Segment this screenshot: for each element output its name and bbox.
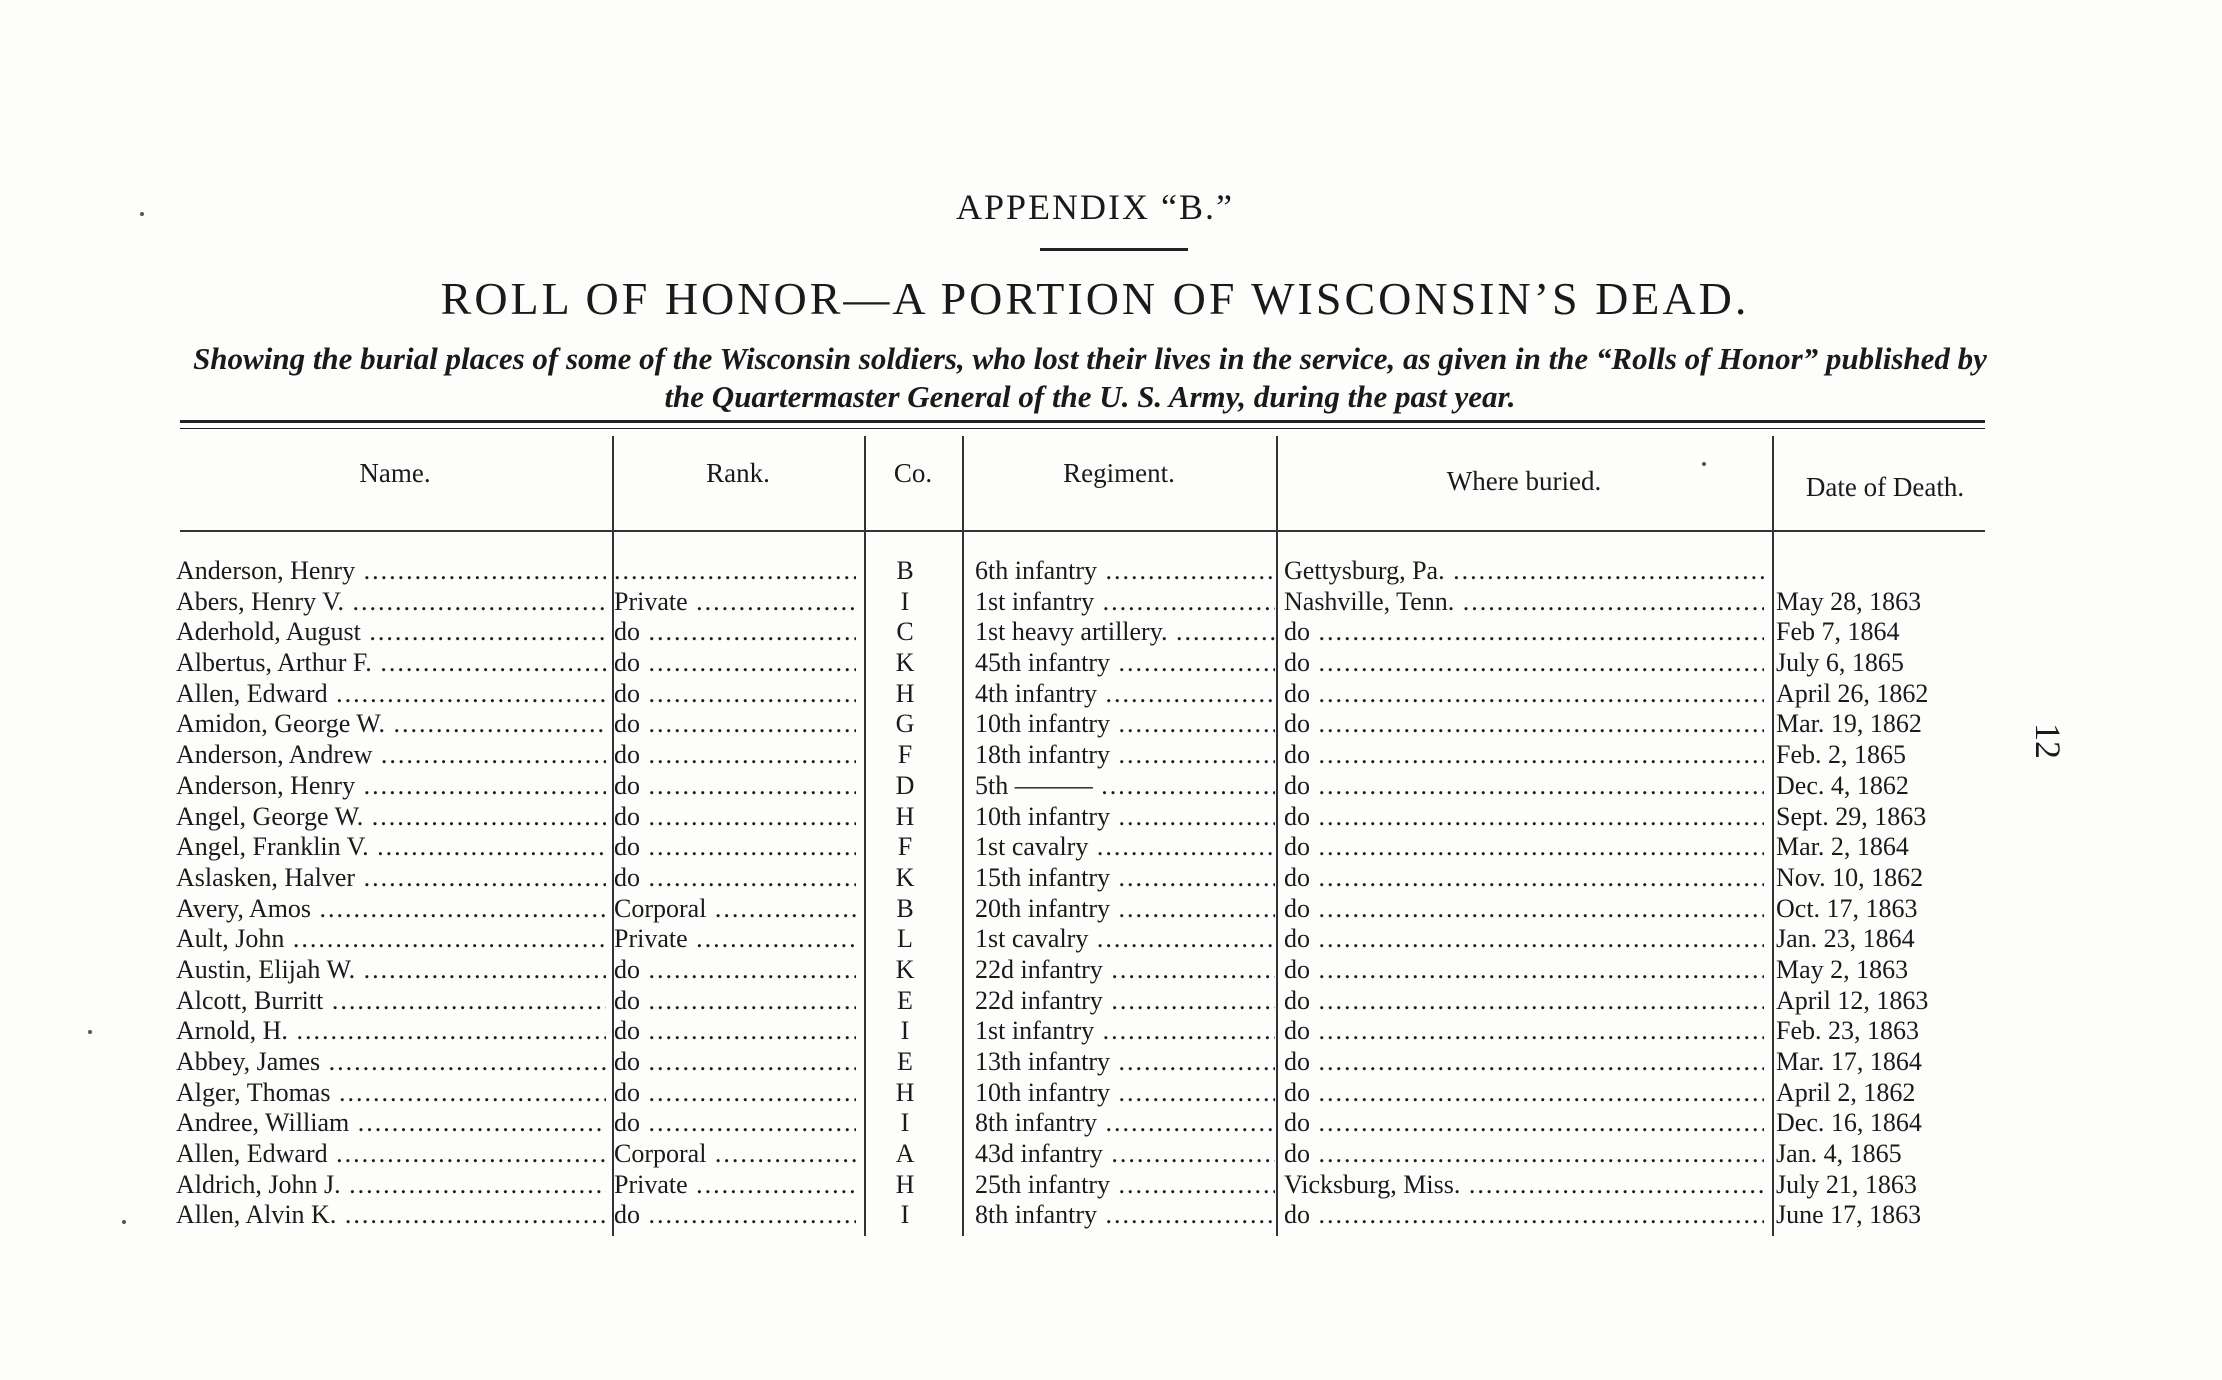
cell-regiment: 10th infantry ..... [975,802,1275,832]
cell-date-of-death: Dec. 16, 1864 [1776,1108,1922,1138]
cell-date-of-death: Dec. 4, 1862 [1776,770,1909,800]
roll-table-body [0,556,2222,1231]
cell-regiment: 1st cavalry ..... [975,924,1275,954]
cell-company: I [900,586,910,616]
page-number: 12 [2028,723,2068,759]
table-row [0,1016,2222,1047]
cell-company: H [895,678,915,708]
cell-company: B [896,556,914,585]
cell-rank: do ..... [614,955,856,985]
cell-regiment: 1st infantry ..... [975,587,1275,617]
cell-where-buried: do ..... [1284,955,1764,985]
column-header-where-buried: Where buried. [1446,466,1602,496]
cell-company: I [900,1200,910,1230]
cell-company: D [895,770,915,800]
cell-rank: do ..... [614,802,856,832]
cell-company: F [897,832,913,862]
cell-name: Aslasken, Halver ..... [176,863,606,893]
cell-date-of-death: May 28, 1863 [1776,586,1922,616]
cell-where-buried: do ..... [1284,648,1764,678]
cell-company: A [895,1139,915,1169]
cell-rank [614,556,856,586]
table-top-rule [180,420,1985,423]
table-row [0,986,2222,1017]
heading-rule [1040,248,1188,251]
cell-rank: do ..... [614,740,856,770]
cell-name: Andree, William ..... [176,1108,606,1138]
cell-name: Austin, Elijah W. ..... [176,955,606,985]
appendix-heading: APPENDIX “B.” [956,187,1234,227]
cell-company: F [897,740,913,770]
cell-where-buried: do ..... [1284,802,1764,832]
cell-date-of-death: April 12, 1863 [1776,985,1929,1015]
table-top-rule-thin [180,428,1985,429]
table-row [0,1108,2222,1139]
cell-date-of-death: Feb 7, 1864 [1776,617,1900,647]
cell-regiment: 22d infantry ..... [975,986,1275,1016]
table-row [0,832,2222,863]
cell-date-of-death: July 6, 1865 [1776,648,1904,678]
cell-where-buried: do ..... [1284,1200,1764,1230]
cell-name: Anderson, Henry ..... [176,556,606,586]
cell-date-of-death: Mar. 2, 1864 [1776,832,1909,862]
cell-name: Albertus, Arthur F. ..... [176,648,606,678]
cell-date-of-death: April 2, 1862 [1776,1077,1916,1107]
cell-regiment: 1st infantry ..... [975,1016,1275,1046]
cell-name: Allen, Edward ..... [176,679,606,709]
cell-company: B [896,893,914,923]
cell-date-of-death: Sept. 29, 1863 [1776,801,1927,831]
cell-company: G [895,709,915,739]
cell-name: Abbey, James ..... [176,1047,606,1077]
cell-name: Arnold, H. ..... [176,1016,606,1046]
table-row [0,648,2222,679]
cell-company: K [895,954,915,984]
table-row [0,802,2222,833]
table-row [0,894,2222,925]
cell-where-buried: do ..... [1284,1078,1764,1108]
cell-name: Angel, George W. ..... [176,802,606,832]
cell-regiment: 4th infantry ..... [975,679,1275,709]
cell-date-of-death: Feb. 2, 1865 [1776,740,1906,770]
cell-rank: Corporal ..... [614,1139,856,1169]
cell-company: H [895,801,915,831]
table-row [0,955,2222,986]
cell-rank: do ..... [614,1200,856,1230]
cell-date-of-death: Mar. 17, 1864 [1776,1047,1922,1076]
cell-where-buried: do ..... [1284,986,1764,1016]
cell-rank: do ..... [614,1016,856,1046]
table-row [0,1139,2222,1170]
cell-name: Allen, Alvin K. ..... [176,1200,606,1230]
cell-regiment: 15th infantry ..... [975,863,1275,893]
cell-where-buried: do ..... [1284,771,1764,801]
cell-name: Alcott, Burritt ..... [176,986,606,1016]
cell-regiment: 20th infantry ..... [975,894,1275,924]
cell-rank: do ..... [614,1108,856,1138]
cell-regiment: 6th infantry ..... [975,556,1275,586]
cell-where-buried: do ..... [1284,709,1764,739]
cell-company: I [900,1108,910,1138]
cell-company: E [897,1047,913,1076]
table-row [0,740,2222,771]
column-header-name: Name. [359,458,431,488]
cell-rank: do ..... [614,832,856,862]
column-header-rank: Rank. [706,458,770,488]
cell-rank: do ..... [614,617,856,647]
cell-name: Aldrich, John J. ..... [176,1170,606,1200]
table-row [0,1170,2222,1201]
cell-company: C [896,617,914,647]
cell-where-buried: do ..... [1284,924,1764,954]
cell-company: L [897,924,913,954]
cell-name: Aderhold, August ..... [176,617,606,647]
table-row [0,556,2222,587]
cell-where-buried: do ..... [1284,1108,1764,1138]
cell-rank: do ..... [614,1078,856,1108]
table-row [0,924,2222,955]
column-header-date-of-death: Date of Death. [1805,472,1965,502]
cell-regiment: 8th infantry ..... [975,1200,1275,1230]
cell-date-of-death: July 21, 1863 [1776,1169,1917,1199]
cell-regiment: 8th infantry ..... [975,1108,1275,1138]
cell-where-buried: do ..... [1284,617,1764,647]
cell-rank: do ..... [614,863,856,893]
table-row [0,863,2222,894]
table-row [0,1047,2222,1078]
table-row [0,1200,2222,1231]
cell-regiment: 25th infantry ..... [975,1170,1275,1200]
cell-where-buried: do ..... [1284,894,1764,924]
cell-company: I [900,1016,910,1046]
cell-rank: Private ..... [614,587,856,617]
cell-name: Allen, Edward ..... [176,1139,606,1169]
cell-name: Amidon, George W. ..... [176,709,606,739]
cell-company: H [895,1169,915,1199]
cell-rank: do ..... [614,709,856,739]
cell-rank: do ..... [614,679,856,709]
cell-regiment: 45th infantry ..... [975,648,1275,678]
cell-rank: do ..... [614,648,856,678]
table-row [0,709,2222,740]
cell-company: K [895,648,915,678]
cell-date-of-death: Jan. 4, 1865 [1776,1139,1902,1169]
cell-regiment: 18th infantry ..... [975,740,1275,770]
table-row [0,1078,2222,1109]
table-row [0,587,2222,618]
cell-date-of-death: April 26, 1862 [1776,678,1929,708]
cell-where-buried: Gettysburg, Pa. ..... [1284,556,1764,586]
cell-regiment: 1st cavalry ..... [975,832,1275,862]
page-subtitle: Showing the burial places of some of the Wisconsin soldiers, who lost their lives in the service, as given in the “Rolls of Honor” published by the Quartermaster General of the U. S. Army, during the past year. [193,341,1987,414]
cell-regiment: 22d infantry ..... [975,955,1275,985]
print-speck [122,1220,126,1224]
cell-company: H [895,1077,915,1107]
column-header-co: Co. [893,458,933,488]
cell-where-buried: Nashville, Tenn. ..... [1284,587,1764,617]
cell-rank: Corporal ..... [614,894,856,924]
cell-where-buried: do ..... [1284,1016,1764,1046]
cell-name: Alger, Thomas ..... [176,1078,606,1108]
cell-date-of-death: Mar. 19, 1862 [1776,709,1922,739]
cell-date-of-death: Jan. 23, 1864 [1776,924,1915,954]
cell-where-buried: do ..... [1284,1047,1764,1077]
cell-date-of-death: Nov. 10, 1862 [1776,862,1924,892]
cell-where-buried: do ..... [1284,832,1764,862]
cell-regiment: 5th ——— ..... [975,771,1275,801]
cell-regiment: 10th infantry ..... [975,709,1275,739]
print-speck [1702,462,1706,466]
cell-regiment: 1st heavy artillery. ..... [975,617,1275,647]
cell-name: Anderson, Andrew ..... [176,740,606,770]
cell-rank: Private ..... [614,1170,856,1200]
cell-where-buried: do ..... [1284,679,1764,709]
print-speck [88,1030,92,1034]
cell-company: E [897,985,913,1015]
cell-rank: do ..... [614,1047,856,1077]
cell-name: Abers, Henry V. ..... [176,587,606,617]
cell-date-of-death: June 17, 1863 [1776,1200,1922,1230]
cell-regiment: 13th infantry ..... [975,1047,1275,1077]
cell-regiment: 10th infantry ..... [975,1078,1275,1108]
cell-where-buried: do ..... [1284,1139,1764,1169]
cell-date-of-death: Feb. 23, 1863 [1776,1016,1919,1046]
cell-date-of-death: May 2, 1863 [1776,954,1909,984]
cell-rank: Private ..... [614,924,856,954]
header-bottom-rule [180,530,1985,532]
cell-company: K [895,862,915,892]
cell-where-buried: do ..... [1284,740,1764,770]
cell-name: Angel, Franklin V. ..... [176,832,606,862]
cell-rank: do ..... [614,986,856,1016]
cell-where-buried: do ..... [1284,863,1764,893]
cell-name: Avery, Amos ..... [176,894,606,924]
table-row [0,771,2222,802]
cell-name: Anderson, Henry ..... [176,771,606,801]
table-row [0,679,2222,710]
cell-regiment: 43d infantry ..... [975,1139,1275,1169]
cell-name: Ault, John ..... [176,924,606,954]
cell-where-buried: Vicksburg, Miss. ..... [1284,1170,1764,1200]
table-row [0,617,2222,648]
page-title: ROLL OF HONOR—A PORTION OF WISCONSIN’S DEAD. [440,273,1750,324]
print-speck [140,212,144,216]
column-header-regiment: Regiment. [1063,458,1175,488]
cell-date-of-death: Oct. 17, 1863 [1776,893,1918,923]
cell-rank: do ..... [614,771,856,801]
